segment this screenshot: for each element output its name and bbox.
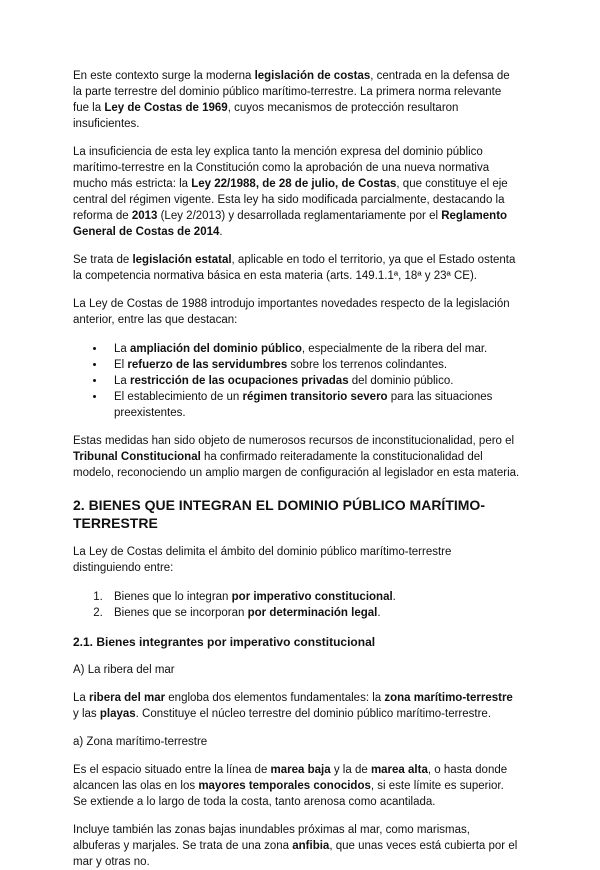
list-item: 1. Bienes que lo integran por imperativo constitucional. [106,589,520,605]
section-heading: 2. BIENES QUE INTEGRAN EL DOMINIO PÚBLICO MARÍTIMO-TERRESTRE [73,497,485,531]
paragraph-anfibia: Incluye también las zonas bajas inundables próximas al mar, como marismas, albuferas y marjales. Se trata de una zona anfibia, que unas veces está cubierta por el mar y otras no. [73,824,518,868]
paragraph-delimita: La Ley de Costas delimita el ámbito del dominio público marítimo-terrestre distinguiendo entre: [73,546,452,574]
bienes-list [73,589,520,621]
list-item: 2. Bienes que se incorporan por determinación legal. [106,605,520,621]
subheading-zona: a) Zona marítimo-terrestre [73,736,208,748]
novedades-list [73,341,520,421]
paragraph-ley-1988: La insuficiencia de esta ley explica tanto la mención expresa del dominio público marítimo-terrestre en la Constitución como la aprobación de una nueva normativa mucho más estricta: la Ley 22/1988, de 28 de julio, de Costas, que constituye el eje central del régimen vigente. Esta ley ha sido modificada parcialmente, destacando la reforma de 2013 (Ley 2/2013) y desarrollada reglamentariamente por el Reglamento General de Costas de 2014. [73,146,508,238]
paragraph-legislacion-estatal: Se trata de legislación estatal, aplicable en todo el territorio, ya que el Estado ostenta la competencia normativa básica en esta materia (arts. 149.1.1ª, 18ª y 23ª CE). [73,254,516,282]
subsection-heading: 2.1. Bienes integrantes por imperativo constitucional [73,635,376,649]
paragraph-zona: Es el espacio situado entre la línea de marea baja y la de marea alta, o hasta donde alcancen las olas en los mayores temporales conocidos, si este límite es superior. Se extiende a lo largo de toda la costa, tanto arenosa como acantilada. [73,764,508,808]
list-item: • El establecimiento de un régimen transitorio severo para las situaciones preexistentes. [106,389,520,421]
paragraph-intro: En este contexto surge la moderna legislación de costas, centrada en la defensa de la parte terrestre del dominio público marítimo-terrestre. La primera norma relevante fue la Ley de Costas de 1969, cuyos mecanismos de protección resultaron insuficientes. [73,70,510,130]
list-item: • La ampliación del dominio público, especialmente de la ribera del mar. [106,341,520,357]
list-item: • El refuerzo de las servidumbres sobre los terrenos colindantes. [106,357,520,373]
paragraph-tribunal: Estas medidas han sido objeto de numerosos recursos de inconstitucionalidad, pero el Tribunal Constitucional ha confirmado reiteradamente la constitucionalidad del modelo, reconociendo un amplio margen de configuración al legislador en esta materia. [73,435,520,479]
paragraph-ribera: La ribera del mar engloba dos elementos fundamentales: la zona marítimo-terrestre y las playas. Constituye el núcleo terrestre del dominio público marítimo-terrestre. [73,692,513,720]
subheading-ribera: A) La ribera del mar [73,664,175,676]
list-item: • La restricción de las ocupaciones privadas del dominio público. [106,373,520,389]
paragraph-novedades-intro: La Ley de Costas de 1988 introdujo importantes novedades respecto de la legislación anterior, entre las que destacan: [73,298,510,326]
